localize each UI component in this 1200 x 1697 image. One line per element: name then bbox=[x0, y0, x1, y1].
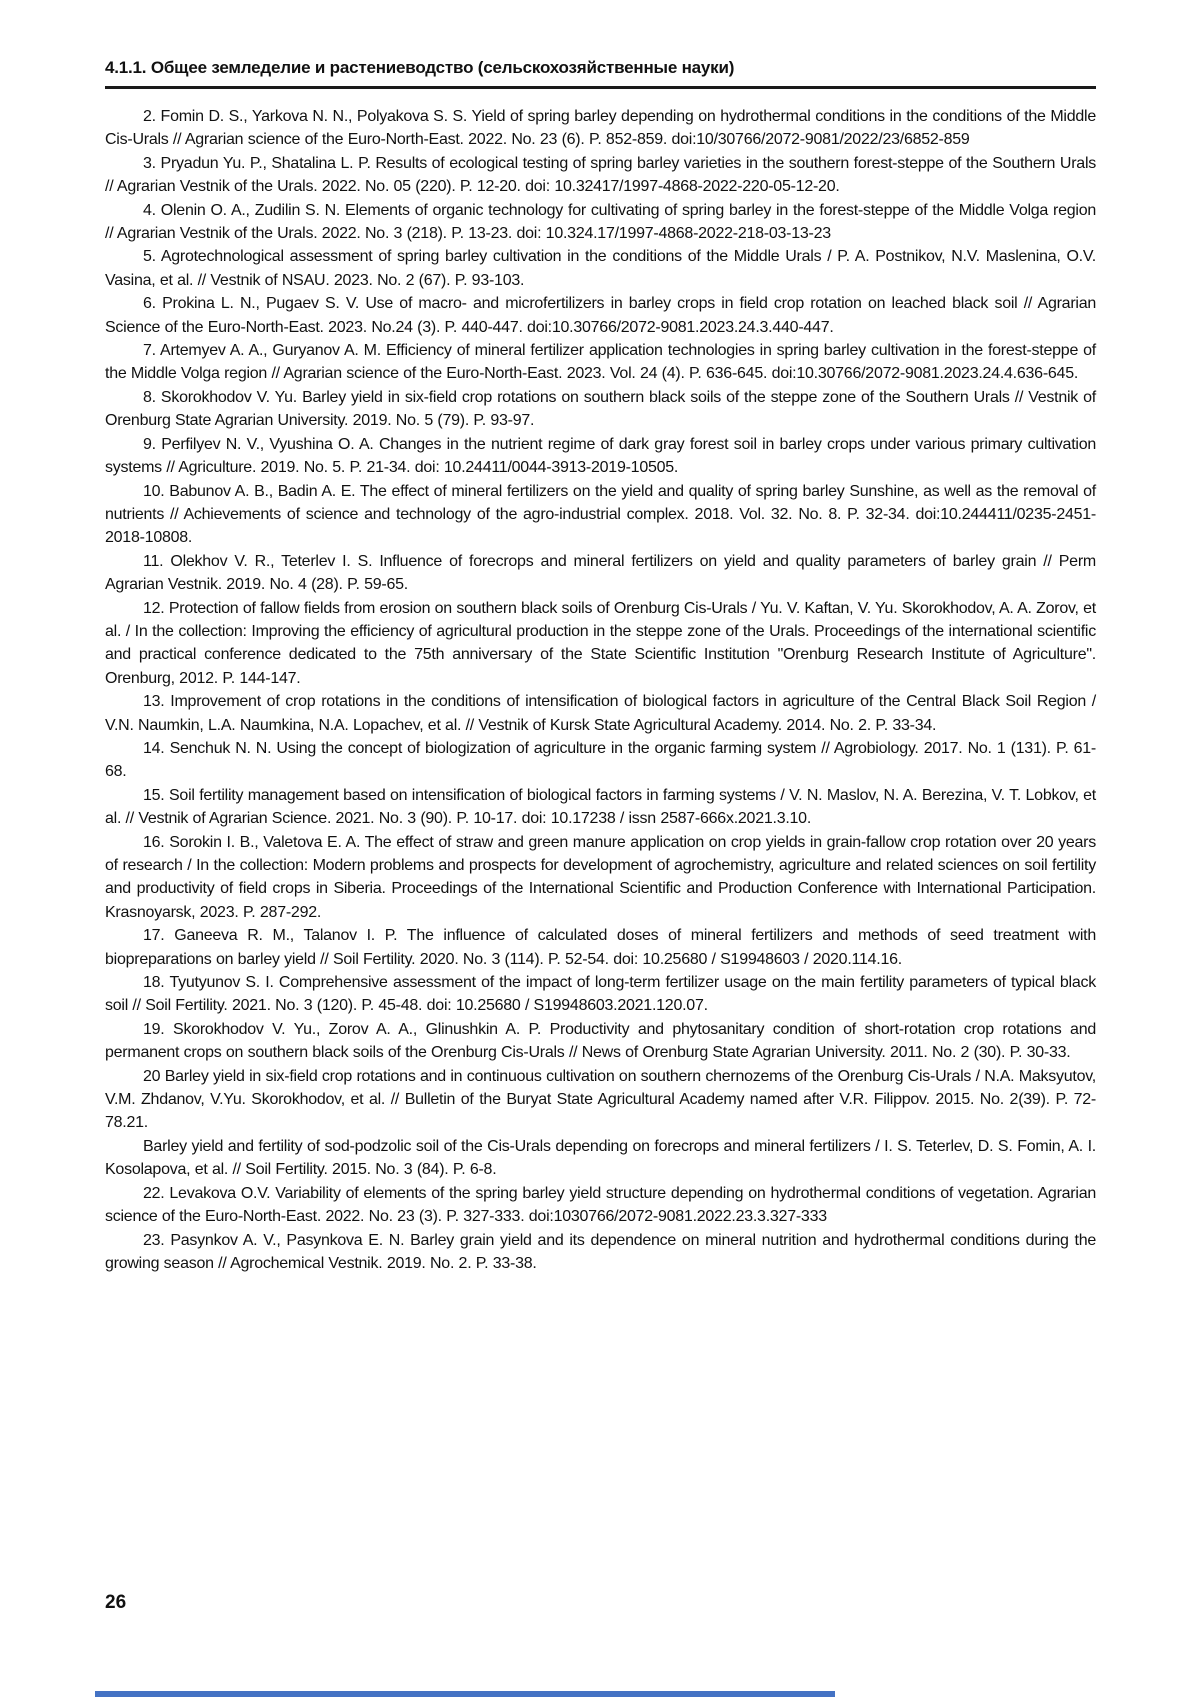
reference-item: 20 Barley yield in six-field crop rotations and in continuous cultivation on southern chernozems of the Orenburg Cis-Urals / N.A. Maksyutov, V.M. Zhdanov, V.Yu. Skorokhodov, et al. // Bulletin of the Buryat State Agricultural Academy named after V.R. Filippov. 2015. No. 2(39). P. 72-78.21. bbox=[105, 1067, 1096, 1132]
reference-item: 6. Prokina L. N., Pugaev S. V. Use of macro- and microfertilizers in barley crops in field crop rotation on leached black soil // Agrarian Science of the Euro-North-East. 2023. No.24 (3). P. 440-447. doi:10.30766/2072-9081.2023.24.3.440-447. bbox=[105, 295, 1096, 336]
reference-item: 17. Ganeeva R. M., Talanov I. P. The influence of calculated doses of mineral fertilizers and methods of seed treatment with biopreparations on barley yield // Soil Fertility. 2020. No. 3 (114). P. 52-54. doi: 10.25680 / S19948603 / 2020.114.16. bbox=[105, 927, 1096, 968]
reference-item: 18. Tyutyunov S. I. Comprehensive assessment of the impact of long-term fertilizer usage on the main fertility parameters of typical black soil // Soil Fertility. 2021. No. 3 (120). P. 45-48. doi: 10.25680 / S19948603.2021.120.07. bbox=[105, 974, 1096, 1015]
reference-item: 8. Skorokhodov V. Yu. Barley yield in six-field crop rotations on southern black soils of the steppe zone of the Southern Urals // Vestnik of Orenburg State Agrarian University. 2019. No. 5 (79). P. 93-97. bbox=[105, 388, 1096, 430]
reference-item: 14. Senchuk N. N. Using the concept of biologization of agriculture in the organic farming system // Agrobiology. 2017. No. 1 (131). P. 61-68. bbox=[105, 739, 1096, 781]
reference-item: 9. Perfilyev N. V., Vyushina O. A. Changes in the nutrient regime of dark gray forest soil in barley crops under various primary cultivation systems // Agriculture. 2019. No. 5. P. 21-34. doi: 10.24411/0044-3913-2019-10505. bbox=[105, 435, 1096, 477]
page-content bbox=[105, 58, 1096, 1275]
reference-item: 23. Pasynkov A. V., Pasynkova E. N. Barley grain yield and its dependence on mineral nutrition and hydrothermal conditions during the growing season // Agrochemical Vestnik. 2019. No. 2. P. 33-38. bbox=[105, 1231, 1096, 1272]
reference-item: 22. Levakova O.V. Variability of elements of the spring barley yield structure depending on hydrothermal conditions of vegetation. Agrarian science of the Euro-North-East. 2022. No. 23 (3). P. 327-333. doi:1030766/2072-9081.2022.23.3.327-333 bbox=[105, 1184, 1096, 1226]
references-list bbox=[105, 105, 1096, 1275]
reference-item: 16. Sorokin I. B., Valetova E. A. The effect of straw and green manure application on crop yields in grain-fallow crop rotation over 20 years of research / In the collection: Modern problems and prospects for development of agrochemistry, agriculture and related sciences on soil fertility and productivity of field crops in Siberia. Proceedings of the International Scientific and Production Conference with International Participation. Krasnoyarsk, 2023. P. 287-292. bbox=[105, 833, 1096, 921]
reference-item: 19. Skorokhodov V. Yu., Zorov A. A., Glinushkin A. P. Productivity and phytosanitary condition of short-rotation crop rotations and permanent crops on southern black soils of the Orenburg Cis-Urals // News of Orenburg State Agrarian University. 2011. No. 2 (30). P. 30-33. bbox=[105, 1020, 1096, 1062]
reference-item: 13. Improvement of crop rotations in the conditions of intensification of biological factors in agriculture of the Central Black Soil Region / V.N. Naumkin, L.A. Naumkina, N.A. Lopachev, et al. // Vestnik of Kursk State Agricultural Academy. 2014. No. 2. P. 33-34. bbox=[105, 693, 1096, 734]
reference-item: 5. Agrotechnological assessment of spring barley cultivation in the conditions of the Middle Urals / P. A. Postnikov, N.V. Maslenina, O.V. Vasina, et al. // Vestnik of NSAU. 2023. No. 2 (67). P. 93-103. bbox=[105, 248, 1096, 289]
reference-item: 10. Babunov A. B., Badin A. E. The effect of mineral fertilizers on the yield and quality of spring barley Sunshine, as well as the removal of nutrients // Achievements of science and technology of the agro-industrial complex. 2018. Vol. 32. No. 8. P. 32-34. doi:10.244411/0235-2451-2018-10808. bbox=[105, 482, 1096, 547]
page-number: 26 bbox=[105, 1592, 127, 1613]
reference-item: 2. Fomin D. S., Yarkova N. N., Polyakova S. S. Yield of spring barley depending on hydrothermal conditions in the conditions of the Middle Cis-Urals // Agrarian science of the Euro-North-East. 2022. No. 23 (6). P. 852-859. doi:10/30766/2072-9081/2022/23/6852-859 bbox=[105, 108, 1096, 149]
section-heading: 4.1.1. Общее земледелие и растениеводство (сельскохозяйственные науки) bbox=[105, 58, 1096, 89]
reference-item: 3. Pryadun Yu. P., Shatalina L. P. Results of ecological testing of spring barley varieties in the southern forest-steppe of the Southern Urals // Agrarian Vestnik of the Urals. 2022. No. 05 (220). P. 12-20. doi: 10.32417/1997-4868-2022-220-05-12-20. bbox=[105, 154, 1096, 196]
reference-item: Barley yield and fertility of sod-podzolic soil of the Cis-Urals depending on forecrops and mineral fertilizers / I. S. Teterlev, D. S. Fomin, A. I. Kosolapova, et al. // Soil Fertility. 2015. No. 3 (84). P. 6-8. bbox=[105, 1137, 1096, 1179]
bottom-accent-bar bbox=[95, 1691, 835, 1697]
reference-item: 7. Artemyev A. A., Guryanov A. M. Efficiency of mineral fertilizer application technologies in spring barley cultivation in the forest-steppe of the Middle Volga region // Agrarian science of the Euro-North-East. 2023. Vol. 24 (4). P. 636-645. doi:10.30766/2072-9081.2023.24.4.636-645. bbox=[105, 342, 1096, 383]
reference-item: 4. Olenin O. A., Zudilin S. N. Elements of organic technology for cultivating of spring barley in the forest-steppe of the Middle Volga region // Agrarian Vestnik of the Urals. 2022. No. 3 (218). P. 13-23. doi: 10.324.17/1997-4868-2022-218-03-13-23 bbox=[105, 201, 1096, 243]
reference-item: 15. Soil fertility management based on intensification of biological factors in farming systems / V. N. Maslov, N. A. Berezina, V. T. Lobkov, et al. // Vestnik of Agrarian Science. 2021. No. 3 (90). P. 10-17. doi: 10.17238 / issn 2587-666x.2021.3.10. bbox=[105, 786, 1096, 828]
reference-item: 11. Olekhov V. R., Teterlev I. S. Influence of forecrops and mineral fertilizers on yield and quality parameters of barley grain // Perm Agrarian Vestnik. 2019. No. 4 (28). P. 59-65. bbox=[105, 552, 1096, 594]
reference-item: 12. Protection of fallow fields from erosion on southern black soils of Orenburg Cis-Urals / Yu. V. Kaftan, V. Yu. Skorokhodov, A. A. Zorov, et al. / In the collection: Improving the efficiency of agricultural production in the steppe zone of the Urals. Proceedings of the international scientific and practical conference dedicated to the 75th anniversary of the State Scientific Institution "Orenburg Research Institute of Agriculture". Orenburg, 2012. P. 144-147. bbox=[105, 599, 1096, 687]
